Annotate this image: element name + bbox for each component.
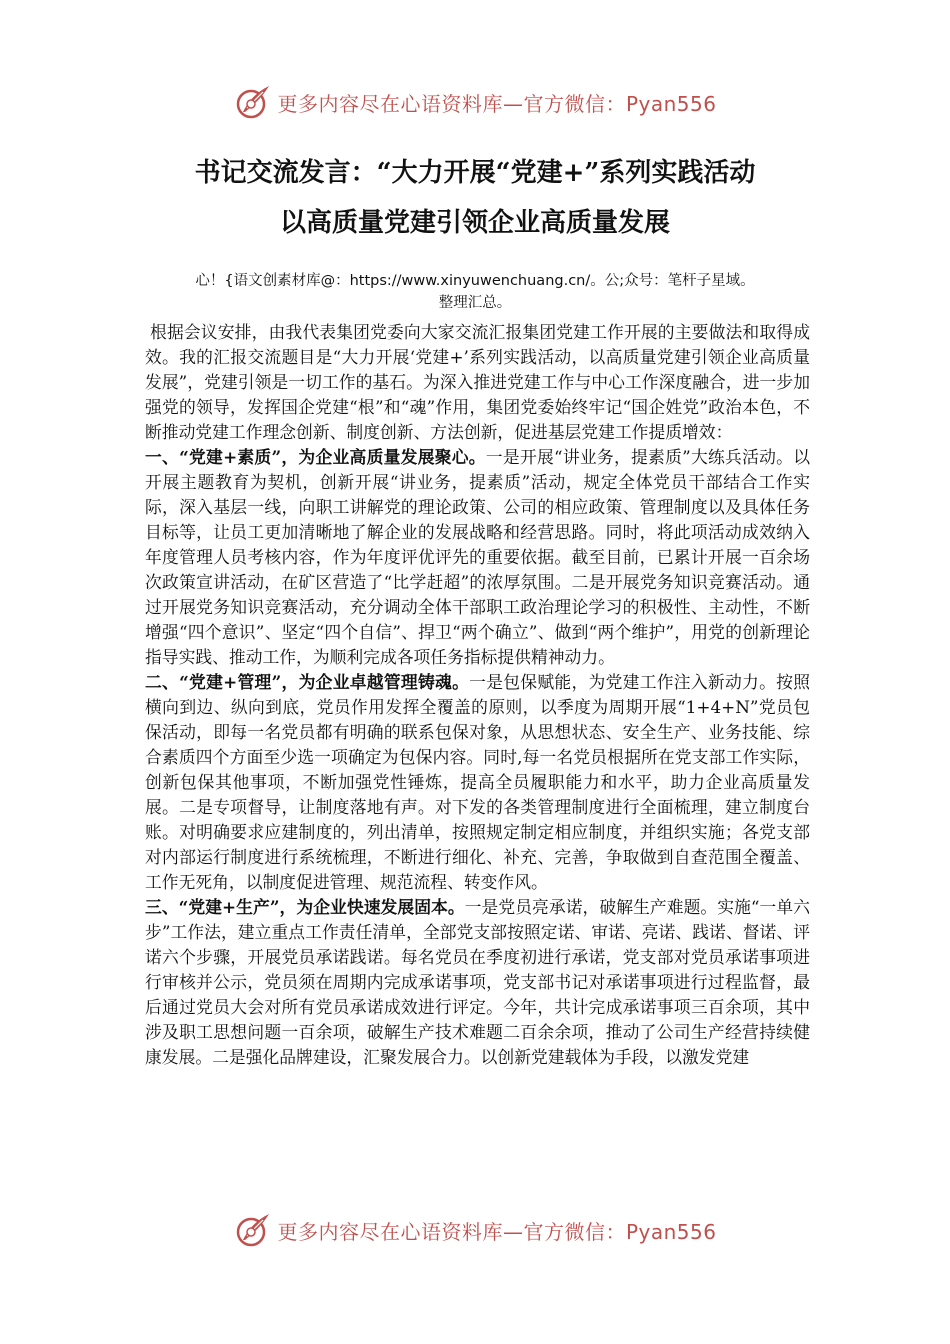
document-title-line-2: 以高质量党建引领企业高质量发展 (279, 208, 670, 238)
section-2-heading: 二、“党建+管理”，为企业卓越管理铸魂。 (145, 672, 470, 692)
source-note (60, 270, 890, 314)
quill-logo-icon (233, 82, 273, 122)
banner-text: 更多内容尽在心语资料库—官方微信：Pyan556 (277, 91, 717, 116)
intro-paragraph: 根据会议安排，由我代表集团党委向大家交流汇报集团党建工作开展的主要做法和取得成效。我的汇报交流题目是“大力开展‘党建+’系列实践活动，以高质量党建引领企业高质量发展”，党建引领是一切工作的基石。为深入推进党建工作与中心工作深度融合，进一步加强党的领导，发挥国企党建“根”和“魂”作用，集团党委始终牢记“国企姓党”政治本色，不断推动党建工作理念创新、制度创新、方法创新，促进基层党建工作提质增效： (145, 322, 810, 442)
source-note-line-1: 心！{语文创素材库@：https://www.xinyuwenchuang.cn/。公;众号：笔杆子星域。 (195, 273, 755, 289)
section-2-paragraph (145, 670, 810, 895)
section-3-heading: 三、“党建+生产”，为企业快速发展固本。 (145, 897, 465, 917)
source-note-line-2: 整理汇总。 (438, 295, 512, 311)
section-3-text: 一是党员亮承诺，破解生产难题。实施“一单六步”工作法，建立重点工作责任清单，全部党支部按照定诺、审诺、亮诺、践诺、督诺、评诺六个步骤，开展党员承诺践诺。每名党员在季度初进行承诺，党支部对党员承诺事项进行审核并公示，党员须在周期内完成承诺事项，党支部书记对承诺事项进行过程监督，最后通过党员大会对所有党员承诺成效进行评定。今年，共计完成承诺事项三百余项，其中涉及职工思想问题一百余项，破解生产技术难题二百余余项，推动了公司生产经营持续健康发展。二是强化品牌建设，汇聚发展合力。以创新党建载体为手段，以激发党建 (145, 897, 810, 1067)
footer-banner (0, 1210, 950, 1250)
section-3-paragraph (145, 895, 810, 1070)
document-title-line-1: 书记交流发言：“大力开展“党建+”系列实践活动 (194, 158, 756, 188)
section-1-paragraph (145, 445, 810, 670)
section-1-heading: 一、“党建+素质”，为企业高质量发展聚心。 (145, 447, 486, 467)
document-body (145, 320, 810, 1070)
section-1-text: 一是开展“讲业务，提素质”大练兵活动。以开展主题教育为契机，创新开展“讲业务，提素质”活动，规定全体党员干部结合工作实际，深入基层一线，向职工讲解党的理论政策、公司的相应政策、管理制度以及具体任务目标等，让员工更加清晰地了解企业的发展战略和经营思路。同时，将此项活动成效纳入年度管理人员考核内容，作为年度评优评先的重要依据。截至目前，已累计开展一百余场次政策宣讲活动，在矿区营造了“比学赶超”的浓厚氛围。二是开展党务知识竞赛活动。通过开展党务知识竞赛活动，充分调动全体干部职工政治理论学习的积极性、主动性，不断增强“四个意识”、坚定“四个自信”、捍卫“两个确立”、做到“两个维护”，用党的创新理论指导实践、推动工作，为顺利完成各项任务指标提供精神动力。 (145, 447, 810, 667)
header-banner (0, 82, 950, 122)
quill-logo-icon (233, 1210, 273, 1250)
banner-text: 更多内容尽在心语资料库—官方微信：Pyan556 (277, 1219, 717, 1244)
section-2-text: 一是包保赋能，为党建工作注入新动力。按照横向到边、纵向到底，党员作用发挥全覆盖的原则，以季度为周期开展“1+4+N”党员包保活动，即每一名党员都有明确的联系包保对象，从思想状态、安全生产、业务技能、综合素质四个方面至少选一项确定为包保内容。同时,每一名党员根据所在党支部工作实际，创新包保其他事项，不断加强党性锤炼，提高全员履职能力和水平，助力企业高质量发展。二是专项督导，让制度落地有声。对下发的各类管理制度进行全面梳理，建立制度台账。对明确要求应建制度的，列出清单，按照规定制定相应制度，并组织实施；各党支部对内部运行制度进行系统梳理，不断进行细化、补充、完善，争取做到自查范围全覆盖、工作无死角，以制度促进管理、规范流程、转变作风。 (145, 672, 810, 892)
